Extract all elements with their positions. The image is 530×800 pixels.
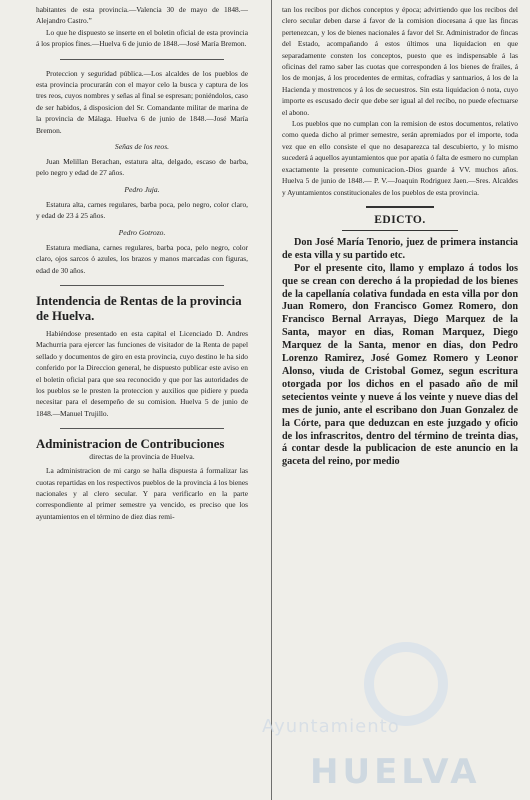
section-subheading: directas de la provincia de Huelva. bbox=[89, 452, 195, 462]
text-paragraph: Los pueblos que no cumplan con la remision de estos documentos, relativo como queda dicho al primer semestre, serán apremiados por el importe, toda vez que en ello consiste el que no desaparezca tal descubierto, y lo mismo sucederá á aquellos ayuntamientos que por apatía ó falta de esmero no cumplan exactamente la presente comunicacion.-Dios guarde á VV. muchos años. Huelva 5 de junio de 1848.— P. V.—Joaquin Rodriguez Jaen.—Sres. Alcaldes y Ayuntamientos constitucionales de los pueblos de esta provincia. bbox=[282, 119, 518, 197]
text-paragraph: Estatura mediana, carnes regulares, barba poca, pelo negro, color claro, ojos sarcos ó azules, los brazos y manos marcadas con figuras, edad de 30 años. bbox=[36, 242, 248, 275]
section-heading: Intendencia de Rentas de la provincia de Huelva. bbox=[36, 293, 242, 323]
section-divider bbox=[60, 59, 224, 60]
subheading: Pedro Gotrozo. bbox=[118, 227, 166, 237]
text-paragraph: Juan Melillan Berachan, estatura alta, delgado, escaso de barba, pelo negro y edad de 27 años. bbox=[36, 157, 248, 178]
section-heading: Administracion de Contribuciones bbox=[36, 437, 225, 452]
edicto-intro: Don José María Tenorio, juez de primera instancia de esta villa y su partido etc. bbox=[282, 236, 518, 261]
watermark-text: HUELVA bbox=[310, 752, 481, 792]
edicto-heading: EDICTO. bbox=[374, 213, 426, 226]
subheading: Pedro Juja. bbox=[124, 184, 160, 194]
edicto-body: Por el presente cito, llamo y emplazo á todos los que se crean con derecho á la propiedad de los bienes de la capellanía colativa fundada en esta villa por don Juan Romero, don Francisco Gomez Romero, don Francisco Bernal Arrayas, Diego Marquez de la Santa, mayor en dias, Roman Marquez, Diego Marquez de la Santa, menor en dias, don Pedro Lorenzo Ramirez, José Gomez Romero y Leonor Alonso, viuda de Cristobal Gomez, segun escritura otorgada por los dichos en el pasado año de mil setecientos veinte y nueve á los veinte y nueve dias del mes de junio, ante el escribano don Juan Gonzalez de la Córte, para que deduzcan en este juzgado y oficio de los infrascritos, dentro del término de treinta dias, á contar desde la publicacion de este anuncio en la gaceta del reino, por medio bbox=[282, 262, 518, 468]
subheading: Señas de los reos. bbox=[114, 142, 170, 152]
text-paragraph: tan los recibos por dichos conceptos y época; advirtiendo que los recibos del clero secular deben darse á favor de la comision diocesana á que las fincas pertenezcan, y los de bienes nacionales á favor del Sr. Administrador de fincas del Estado, acompañando á estos últimos una liquidacion en que separadamente consten los conceptos, puesto que es indispensable á las oficinas del ramo saber las cuotas que corresponden á los bienes de frailes, á los de monjas, á los procedentes de ermitas, cofradías y santuarios, á los de la Hacienda y mostrencos y á los de secuestros. Sin esta liquidacion ó nota, cuyo importe es escusado decir que debe ser igual al del recibo, no puede efectuarse el abono. bbox=[282, 5, 518, 117]
text-paragraph: habitantes de esta provincia.—Valencia 30 de mayo de 1848.—Alejandro Castro.” bbox=[36, 5, 248, 26]
text-paragraph: Habiéndose presentado en esta capital el Licenciado D. Andres Machurria para ejercer las funciones de visitador de la Renta de papel sellado y documentos de giro en esta provincia, cuyo destino le ha sido conferido por la Direccion general, he dispuesto publicar este aviso en el boletin oficial para que sea reconocido y que por las autoridades de los pueblos se le presten la proteccion y auxilios que pidiere y pueda necesitar para el desempeño de su comision. Huelva 5 de junio de 1848.—Manuel Trujillo. bbox=[36, 328, 248, 418]
column-rule bbox=[271, 0, 272, 800]
text-paragraph: Estatura alta, carnes regulares, barba poca, pelo negro, color claro, y edad de 23 á 25 años. bbox=[36, 199, 248, 221]
section-divider bbox=[342, 230, 458, 231]
watermark-emblem bbox=[364, 642, 448, 726]
text-paragraph: Proteccion y seguridad pública.—Los alcaldes de los pueblos de esta provincia procurarán con el mayor celo la busca y captura de los tres reos, cuyos nombres y señas al final se espresan; poniéndolos, caso de ser habidos, á disposicion del Sr. Comandante militar de marina de la provincia de Málaga. Huelva 6 de junio de 1848.—José María Bremon. bbox=[36, 68, 248, 135]
section-divider bbox=[60, 285, 224, 286]
section-divider bbox=[60, 428, 224, 429]
text-paragraph: Lo que he dispuesto se inserte en el boletin oficial de esta provincia á los propios fines.—Huelva 6 de junio de 1848.—José María Bremon. bbox=[36, 27, 248, 49]
watermark-subtext: Ayuntamiento bbox=[262, 716, 400, 737]
text-paragraph: La administracion de mi cargo se halla dispuesta á formalizar las cuotas repartidas en los respectivos pueblos de la provincia á los bienes nacionales y al clero secular. Y para verificarlo en la parte correspondiente al primer semestre ya vencido, es preciso que los ayuntamientos en el término de diez dias remi- bbox=[36, 466, 248, 521]
section-divider bbox=[366, 206, 434, 208]
left-column bbox=[36, 4, 248, 800]
